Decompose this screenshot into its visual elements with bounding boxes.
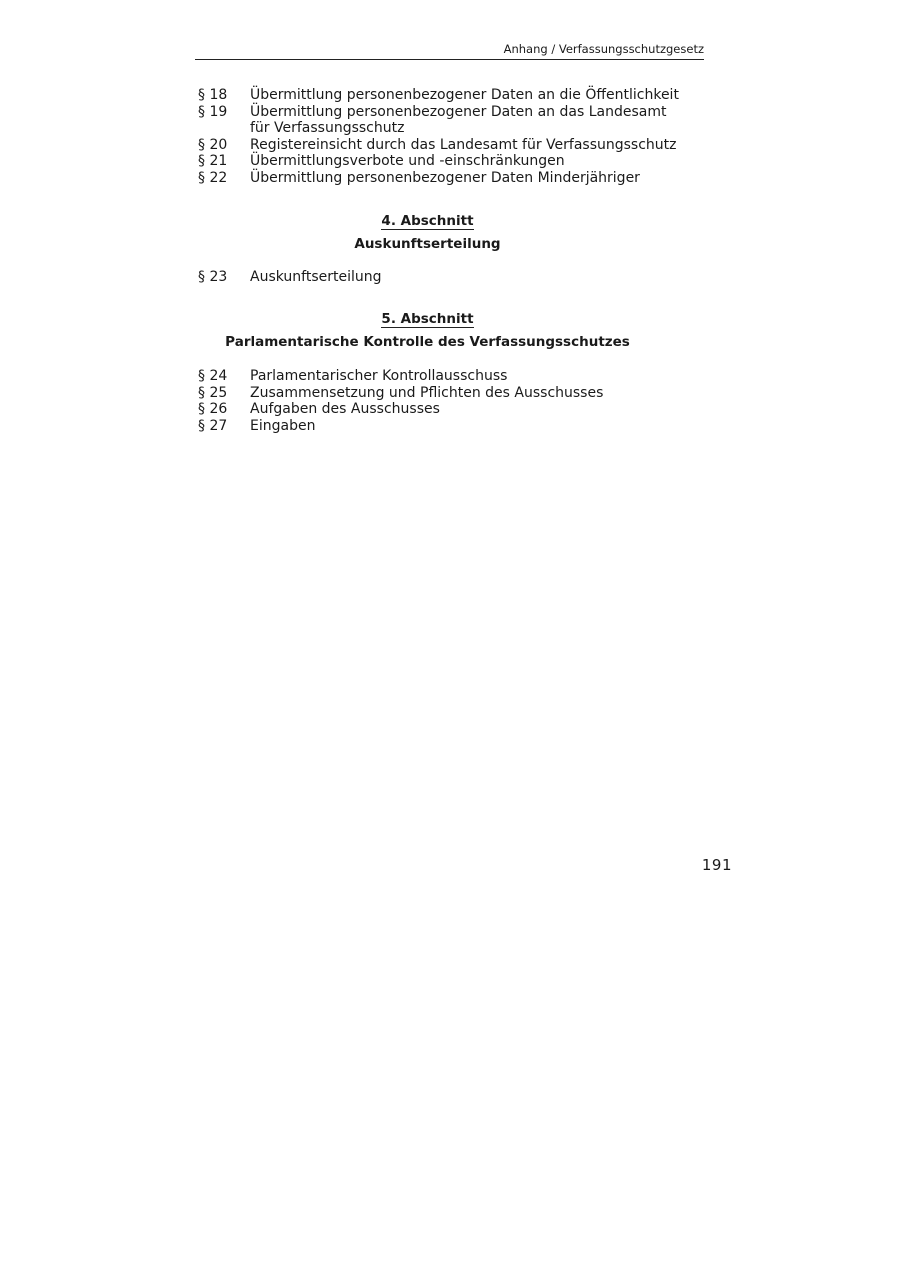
toc-entry-number: § 26 (198, 401, 228, 418)
toc-entry (198, 401, 603, 418)
section-number (195, 212, 660, 230)
toc-entry-number: § 25 (198, 384, 228, 401)
toc-entry (198, 137, 679, 154)
toc-list-part-2 (198, 269, 382, 286)
page-number: 191 (701, 856, 732, 874)
toc-entry (198, 368, 603, 385)
toc-entry-number: § 18 (198, 87, 228, 103)
toc-entry (198, 104, 679, 137)
toc-entry-title: Registereinsicht durch das Landesamt für Verfassungsschutz (250, 136, 677, 153)
toc-entry-number: § 21 (198, 153, 228, 170)
toc-entry-number: § 24 (198, 368, 228, 384)
toc-entry (198, 269, 382, 286)
toc-entry-title: Eingaben (250, 417, 316, 434)
toc-entry (198, 153, 679, 170)
toc-list-part-3 (198, 368, 603, 434)
toc-entry (198, 418, 603, 435)
toc-entry-number: § 23 (198, 269, 228, 285)
toc-entry-title: Übermittlung personenbezogener Daten Minderjähriger (250, 169, 640, 186)
toc-entry (198, 87, 679, 104)
section-heading-5 (195, 310, 660, 351)
toc-entry-title: Übermittlung personenbezogener Daten an die Öffentlichkeit (250, 87, 679, 103)
section-title: Parlamentarische Kontrolle des Verfassungsschutzes (225, 334, 630, 350)
running-title: Anhang / Verfassungsschutzgesetz (503, 42, 704, 56)
toc-entry-number: § 27 (198, 417, 228, 434)
section-heading-4 (195, 212, 660, 253)
toc-list-part-1 (198, 87, 679, 187)
toc-entry-title: Parlamentarischer Kontrollausschuss (250, 368, 508, 384)
toc-entry-title: Übermittlung personenbezogener Daten an das Landesamt für Verfassungsschutz (250, 103, 667, 137)
toc-entry-number: § 19 (198, 103, 228, 120)
toc-entry-title: Übermittlungsverbote und -einschränkungen (250, 153, 565, 170)
toc-entry-number: § 22 (198, 169, 228, 186)
toc-entry-number: § 20 (198, 136, 228, 153)
section-number-text: 5. Abschnitt (381, 311, 474, 327)
toc-entry-title: Auskunftserteilung (250, 269, 382, 285)
toc-entry (198, 385, 603, 402)
running-header (195, 42, 704, 60)
section-number (195, 310, 660, 328)
toc-entry (198, 170, 679, 187)
section-title: Auskunftserteilung (354, 236, 501, 252)
toc-entry-title: Zusammensetzung und Pflichten des Ausschusses (250, 384, 604, 401)
section-number-text: 4. Abschnitt (381, 213, 474, 229)
toc-entry-title: Aufgaben des Ausschusses (250, 401, 440, 418)
